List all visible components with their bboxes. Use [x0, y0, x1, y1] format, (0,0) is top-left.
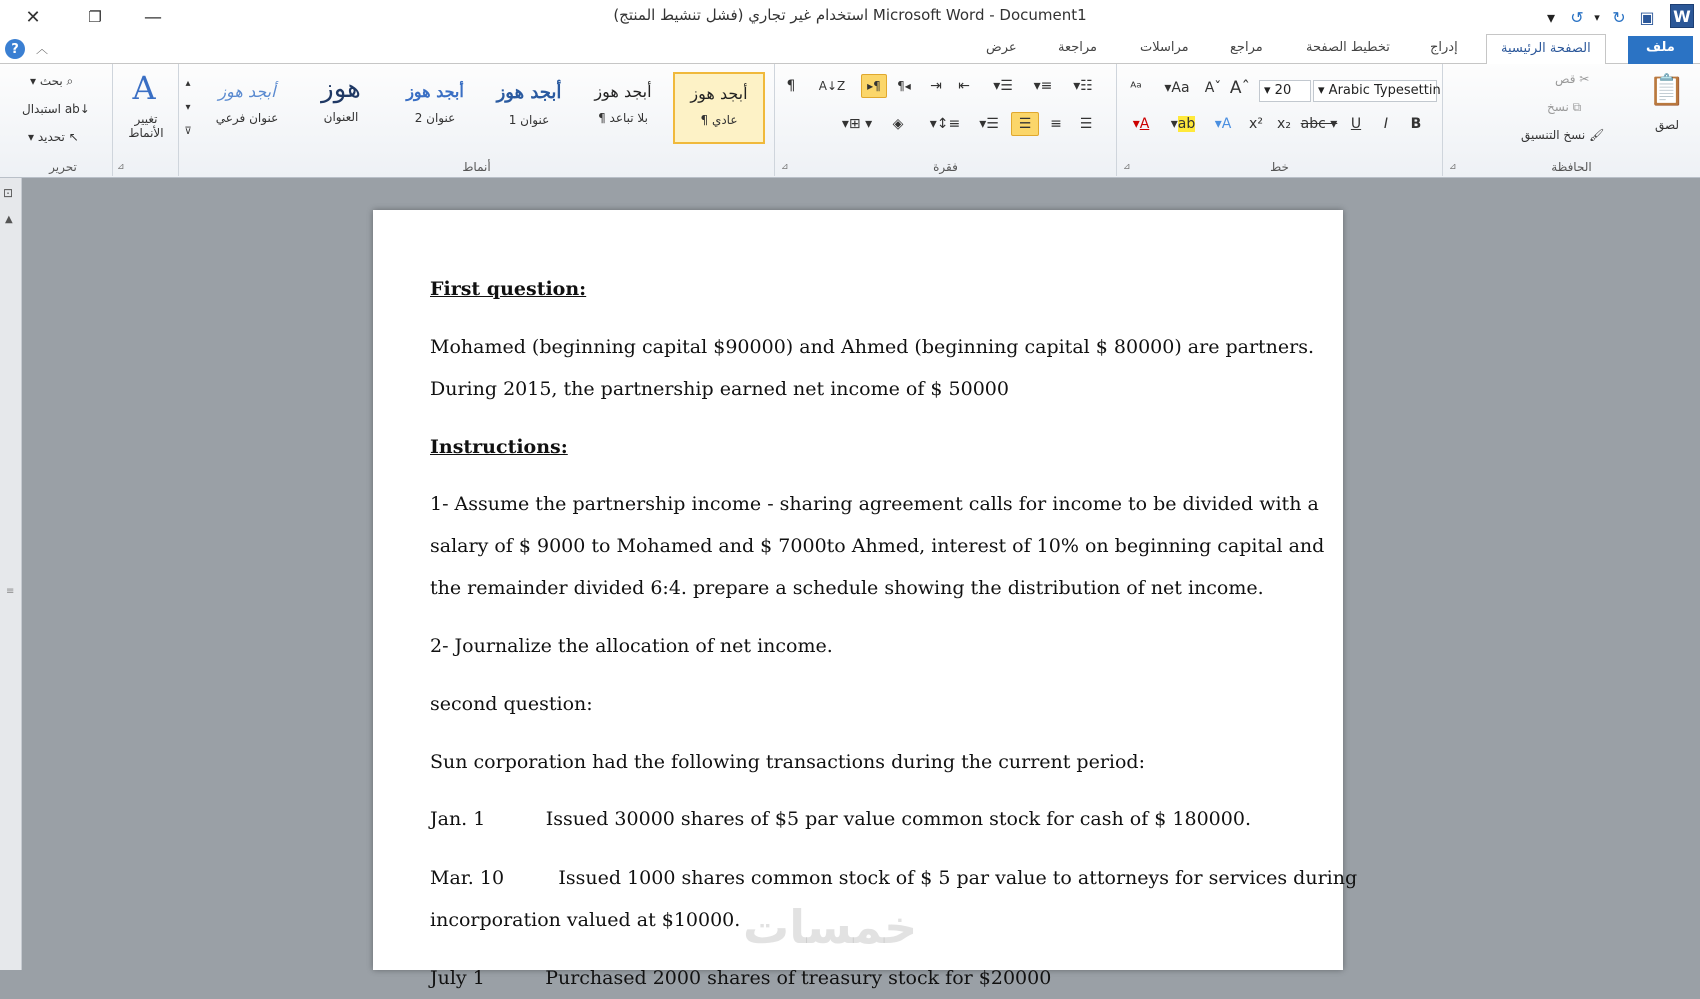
align-left-icon[interactable]: ☰: [1079, 116, 1093, 132]
tab-home[interactable]: الصفحة الرئيسية: [1486, 34, 1606, 65]
show-marks-icon[interactable]: ¶: [786, 78, 796, 94]
style-name: ¶ عادي: [700, 113, 738, 127]
style-name: العنوان: [323, 110, 359, 124]
borders-icon[interactable]: ▾⊞ ▾: [841, 116, 873, 132]
clear-formatting-icon[interactable]: ᴬᵃ: [1130, 80, 1142, 96]
tab-insert[interactable]: إدراج: [1430, 40, 1458, 55]
paragraph-text: July 1 Purchased 2000 shares of treasury stock for $20000: [430, 967, 1052, 989]
subscript-icon[interactable]: x₂: [1277, 116, 1291, 132]
paragraph-text: 2- Journalize the allocation of net income.: [430, 635, 833, 657]
font-name-dropdown[interactable]: ▾ Arabic Typesettin: [1313, 80, 1437, 102]
sort-icon[interactable]: A↓Z: [818, 79, 846, 93]
editing-group-label: تحرير: [49, 160, 77, 174]
select-button[interactable]: ▾ تحديد ↖: [28, 130, 79, 144]
font-launcher-icon[interactable]: ⊿: [1123, 162, 1131, 172]
increase-indent-icon[interactable]: ⇥: [930, 78, 942, 94]
style-sample: أبجد هوز: [406, 82, 464, 101]
paragraph-text: incorporation valued at $10000.: [430, 909, 741, 931]
clipboard-group-label: الحافظة: [1551, 160, 1592, 174]
styles-scroll-up-icon[interactable]: ▴: [185, 77, 191, 89]
document-page[interactable]: [373, 210, 1358, 989]
replace-label: استبدال: [22, 102, 61, 116]
format-painter-button[interactable]: [1521, 128, 1604, 142]
style-sample: هوز: [321, 74, 361, 104]
style-no-spacing[interactable]: [577, 72, 669, 144]
paragraph-text: Mar. 10 Issued 1000 shares common stock of $ 5 par value to attorneys for services during: [430, 867, 1358, 889]
font-group-label: خط: [1270, 160, 1289, 174]
heading-first-question: First question:: [430, 278, 587, 300]
superscript-icon[interactable]: x²: [1249, 116, 1263, 132]
paragraph-text: Sun corporation had the following transactions during the current period:: [430, 751, 1145, 773]
font-color-icon[interactable]: ▾ A: [1132, 116, 1150, 132]
style-name: عنوان فرعي: [215, 111, 279, 125]
paragraph-text: the remainder divided 6:4. prepare a schedule showing the distribution of net income.: [430, 577, 1264, 599]
change-styles-button[interactable]: تغيير الأنماط: [128, 112, 164, 140]
copy-button[interactable]: [1547, 100, 1581, 115]
paragraph-launcher-icon[interactable]: ⊿: [781, 162, 789, 172]
style-normal[interactable]: [673, 72, 765, 144]
underline-icon[interactable]: U: [1350, 116, 1362, 132]
ribbon: [0, 64, 1700, 178]
paragraph-group-label: فقرة: [933, 160, 958, 174]
align-right-icon[interactable]: ☰: [1011, 112, 1039, 136]
font-group: [1116, 64, 1442, 176]
restore-icon[interactable]: ❐: [88, 8, 102, 26]
copy-label: نسخ: [1547, 100, 1569, 114]
decrease-indent-icon[interactable]: ⇤: [958, 78, 970, 94]
tab-references[interactable]: مراجع: [1230, 40, 1263, 55]
shrink-font-icon[interactable]: Aˇ: [1204, 80, 1222, 96]
undo-icon[interactable]: ↺: [1570, 7, 1584, 27]
font-size-dropdown[interactable]: ▾ 20: [1259, 80, 1311, 102]
vertical-ruler: [0, 178, 22, 970]
clipboard-group: [1442, 64, 1700, 176]
title-bar: [0, 0, 1700, 34]
paragraph-text: 1- Assume the partnership income - sharing agreement calls for income to be divided with a: [430, 493, 1319, 515]
clipboard-launcher-icon[interactable]: ⊿: [1449, 162, 1457, 172]
style-name: ¶ بلا تباعد: [598, 111, 648, 125]
editing-group: [14, 64, 112, 176]
font-name-value: Arabic Typesettin: [1328, 83, 1441, 98]
strikethrough-icon[interactable]: abc ▾: [1300, 116, 1338, 132]
select-icon: ↖: [68, 130, 79, 144]
tab-mailings[interactable]: مراسلات: [1140, 40, 1189, 55]
close-icon[interactable]: ✕: [25, 6, 41, 28]
tab-view[interactable]: عرض: [986, 40, 1017, 55]
heading-instructions: Instructions:: [430, 436, 568, 458]
format-painter-label: نسخ التنسيق: [1521, 128, 1586, 142]
style-sample: أبجد هوز: [690, 84, 748, 103]
tab-page-layout[interactable]: تخطيط الصفحة: [1306, 40, 1390, 55]
scroll-thumb-icon[interactable]: ≡: [6, 586, 15, 597]
styles-group-label: أنماط: [462, 160, 491, 174]
replace-button[interactable]: [22, 102, 90, 116]
style-sample: أبجد هوز: [594, 82, 652, 101]
paragraph-text: salary of $ 9000 to Mohamed and $ 7000to Ahmed, interest of 10% on beginning capital and: [430, 535, 1325, 557]
help-icon[interactable]: ?: [5, 39, 25, 59]
style-sample: أبجد هوز: [218, 82, 276, 101]
style-heading-2[interactable]: [389, 72, 481, 144]
find-button[interactable]: ▾ بحث ⌕: [30, 74, 74, 88]
style-sample: أبجد هوز: [496, 82, 562, 103]
shading-icon[interactable]: ◈: [892, 116, 904, 132]
minimize-icon[interactable]: —: [144, 6, 162, 28]
styles-group: [178, 64, 774, 176]
find-label: بحث: [39, 74, 63, 88]
undo-dropdown-icon[interactable]: ▾: [1594, 10, 1600, 24]
select-label: تحديد: [37, 130, 65, 144]
multilevel-list-icon[interactable]: ▾☰: [993, 78, 1013, 94]
word-app-icon: W: [1670, 4, 1694, 28]
style-subtitle[interactable]: [201, 72, 293, 144]
paste-button[interactable]: لصق: [1654, 118, 1680, 132]
paste-icon[interactable]: 📋: [1648, 72, 1686, 108]
numbering-icon[interactable]: ▾≡: [1033, 78, 1053, 94]
ribbon-tabs: [0, 34, 1700, 64]
change-case-icon[interactable]: ▾Aa: [1164, 80, 1190, 96]
ruler-toggle-icon[interactable]: ⊡: [3, 186, 14, 200]
style-heading-1[interactable]: [483, 72, 575, 144]
style-name: عنوان 2: [414, 111, 456, 125]
cut-button[interactable]: [1555, 72, 1589, 86]
paragraph-group: [774, 64, 1116, 176]
rtl-direction-icon[interactable]: ▸¶: [861, 74, 887, 98]
scissors-icon: ✂: [1579, 72, 1590, 86]
align-center-icon[interactable]: ≡: [1050, 116, 1062, 132]
copy-icon: ⧉: [1572, 100, 1582, 114]
change-styles-icon[interactable]: A: [132, 69, 156, 107]
binoculars-icon: ⌕: [66, 74, 74, 88]
redo-icon[interactable]: ↻: [1612, 7, 1626, 27]
styles-scroll-down-icon[interactable]: ▾: [185, 101, 191, 113]
ltr-direction-icon[interactable]: ¶◂: [897, 79, 911, 93]
style-title[interactable]: [295, 72, 387, 144]
text-effects-icon[interactable]: ▾A: [1214, 116, 1232, 132]
justify-icon[interactable]: ▾☰: [979, 116, 999, 132]
line-spacing-icon[interactable]: ▾↕≡: [929, 116, 961, 132]
save-icon[interactable]: ▣: [1639, 7, 1655, 27]
paragraph-text: Jan. 1 Issued 30000 shares of $5 par value common stock for cash of $ 180000.: [430, 808, 1251, 830]
customize-qat-icon[interactable]: ▾: [1546, 7, 1556, 27]
grow-font-icon[interactable]: Aˆ: [1229, 78, 1251, 98]
change-styles-group: [112, 64, 178, 176]
bold-icon[interactable]: B: [1410, 116, 1422, 132]
replace-icon: ab↓: [64, 102, 90, 116]
highlight-icon[interactable]: ▾ ab: [1170, 116, 1196, 132]
window-title: استخدام غير تجاري (فشل تنشيط المنتج) Microsoft Word - Document1: [613, 6, 1087, 24]
collapse-ribbon-icon[interactable]: ︿: [36, 42, 49, 56]
style-name: عنوان 1: [508, 113, 550, 127]
paragraph-text: second question:: [430, 693, 593, 715]
font-size-value: 20: [1274, 83, 1292, 98]
tab-file[interactable]: ملف: [1628, 36, 1693, 64]
paragraph-text: During 2015, the partnership earned net income of $ 50000: [430, 378, 1009, 400]
watermark: خمسات: [743, 900, 918, 954]
scroll-up-icon[interactable]: ▲: [5, 214, 13, 225]
tab-review[interactable]: مراجعة: [1058, 40, 1098, 55]
italic-icon[interactable]: I: [1383, 116, 1389, 132]
cut-label: قص: [1555, 72, 1576, 86]
styles-launcher-icon[interactable]: ⊿: [117, 162, 125, 172]
bullets-icon[interactable]: ▾☷: [1073, 78, 1093, 94]
paintbrush-icon: 🖌: [1589, 128, 1605, 142]
paragraph-text: Mohamed (beginning capital $90000) and Ahmed (beginning capital $ 80000) are partners.: [430, 336, 1315, 358]
styles-more-icon[interactable]: ⊽: [184, 125, 192, 137]
